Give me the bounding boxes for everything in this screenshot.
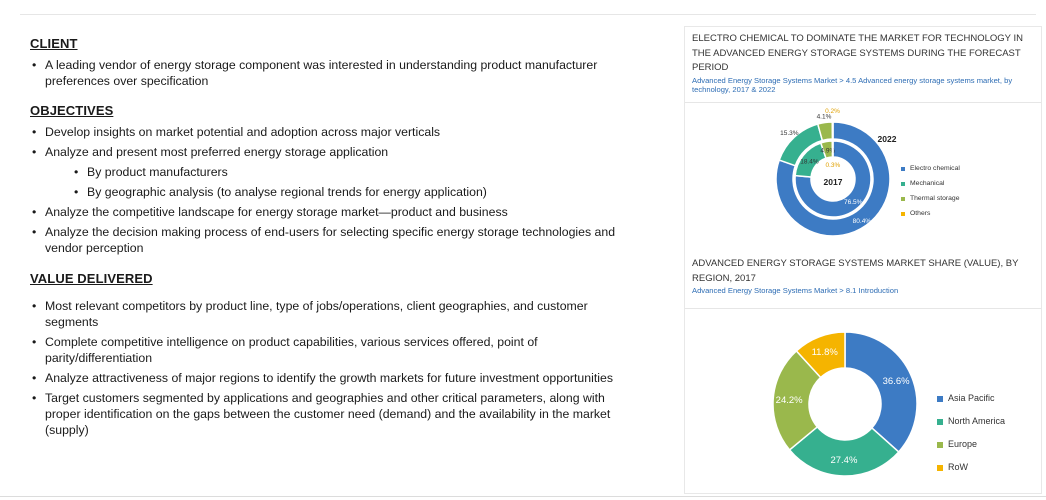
objective-item: • Analyze and present most preferred energy storage application: [30, 144, 635, 160]
chart1-legend-label: Others: [910, 210, 931, 217]
page-bottom-divider: [0, 496, 1046, 497]
objective-subitem: • By product manufacturers: [30, 164, 635, 180]
technology-donut-chart: [685, 107, 1041, 257]
objective-item: • Analyze the decision making process of end-users for selecting specific energy storage technologies and vendor perception: [30, 224, 635, 256]
value-item: • Target customers segmented by applications and geographies and other critical parameters, along with proper identification on the gaps between the customer need (demand) and the availability in the market (supply): [30, 390, 635, 438]
value-delivered-heading: VALUE DELIVERED: [30, 271, 153, 286]
chart2-divider: [685, 308, 1041, 309]
value-item: • Analyze attractiveness of major regions to identify the growth markets for future investment opportunities: [30, 370, 635, 386]
chart1-legend-label: Mechanical: [910, 180, 945, 187]
chart1-outer-data-label: 4.1%: [816, 113, 832, 121]
chart1-legend-swatch: [901, 182, 905, 186]
chart1-inner-series-label: 2017: [823, 177, 843, 187]
case-study-text: [30, 36, 635, 442]
region-donut-chart: [685, 317, 1041, 487]
chart2-legend-swatch: [937, 419, 943, 425]
chart1-inner-data-label: 0.3%: [825, 162, 841, 170]
objective-item: • Develop insights on market potential and adoption across major verticals: [30, 124, 635, 140]
charts-panel: [684, 26, 1042, 494]
chart1-legend-label: Electro chemical: [910, 165, 960, 172]
value-item: • Complete competitive intelligence on product capabilities, various services offered, point of parity/differentiation: [30, 334, 635, 366]
objectives-list: [30, 124, 635, 256]
chart1-inner-slice: [832, 141, 833, 157]
chart1-inner-data-label: 18.4%: [800, 158, 819, 166]
chart1-outer-series-label: 2022: [877, 134, 897, 144]
objective-subitem: • By geographic analysis (to analyse regional trends for energy application): [30, 184, 635, 200]
top-divider: [20, 14, 1036, 15]
chart2-source-link[interactable]: Advanced Energy Storage Systems Market > 8.1 Introduction: [692, 286, 899, 295]
chart1-source-link[interactable]: Advanced Energy Storage Systems Market > 4.5 Advanced energy storage systems market, by technology, 2017 & 2022: [692, 76, 1013, 94]
value-item: • Most relevant competitors by product line, type of jobs/operations, client geographies, and customer segments: [30, 298, 635, 330]
client-heading: CLIENT: [30, 36, 78, 51]
chart2-legend-label: Europe: [948, 439, 978, 449]
chart2-legend-swatch: [937, 396, 943, 402]
chart2-caption: ADVANCED ENERGY STORAGE SYSTEMS MARKET SHARE (VALUE), BY REGION, 2017: [692, 258, 1019, 284]
chart2-data-label: 36.6%: [882, 376, 910, 388]
chart1-inner-data-label: 4.9%: [820, 147, 836, 155]
chart2-data-label: 11.8%: [811, 346, 838, 358]
chart1-outer-data-label: 0.2%: [825, 108, 840, 116]
chart2-legend-label: RoW: [948, 462, 968, 472]
client-list: [30, 57, 635, 89]
chart1-divider: [685, 102, 1041, 103]
value-delivered-list: [30, 298, 635, 438]
chart1-outer-data-label: 80.4%: [852, 217, 872, 225]
chart1-caption: ELECTRO CHEMICAL TO DOMINATE THE MARKET FOR TECHNOLOGY IN THE ADVANCED ENERGY STORAGE SYSTEMS DURING THE FORECAST PERIOD: [692, 33, 1023, 73]
chart1-outer-data-label: 15.3%: [780, 130, 799, 138]
client-item: • A leading vendor of energy storage component was interested in understanding product manufacturer preferences over specification: [30, 57, 635, 89]
objectives-heading: OBJECTIVES: [30, 103, 114, 118]
chart1-outer-slice: [832, 122, 833, 139]
chart2-data-label: 27.4%: [830, 454, 858, 466]
objective-item: • Analyze the competitive landscape for energy storage market—product and business: [30, 204, 635, 220]
chart2-legend-label: Asia Pacific: [948, 393, 995, 403]
chart2-data-label: 24.2%: [775, 395, 803, 407]
chart2-legend-label: North America: [948, 416, 1006, 426]
chart1-inner-data-label: 76.5%: [844, 199, 863, 207]
chart2-legend-swatch: [937, 465, 943, 471]
chart1-legend-label: Thermal storage: [910, 195, 960, 202]
chart1-legend-swatch: [901, 212, 905, 216]
chart2-legend-swatch: [937, 442, 943, 448]
chart1-legend-swatch: [901, 197, 905, 201]
chart2-slice: [845, 332, 917, 452]
chart1-legend-swatch: [901, 167, 905, 171]
